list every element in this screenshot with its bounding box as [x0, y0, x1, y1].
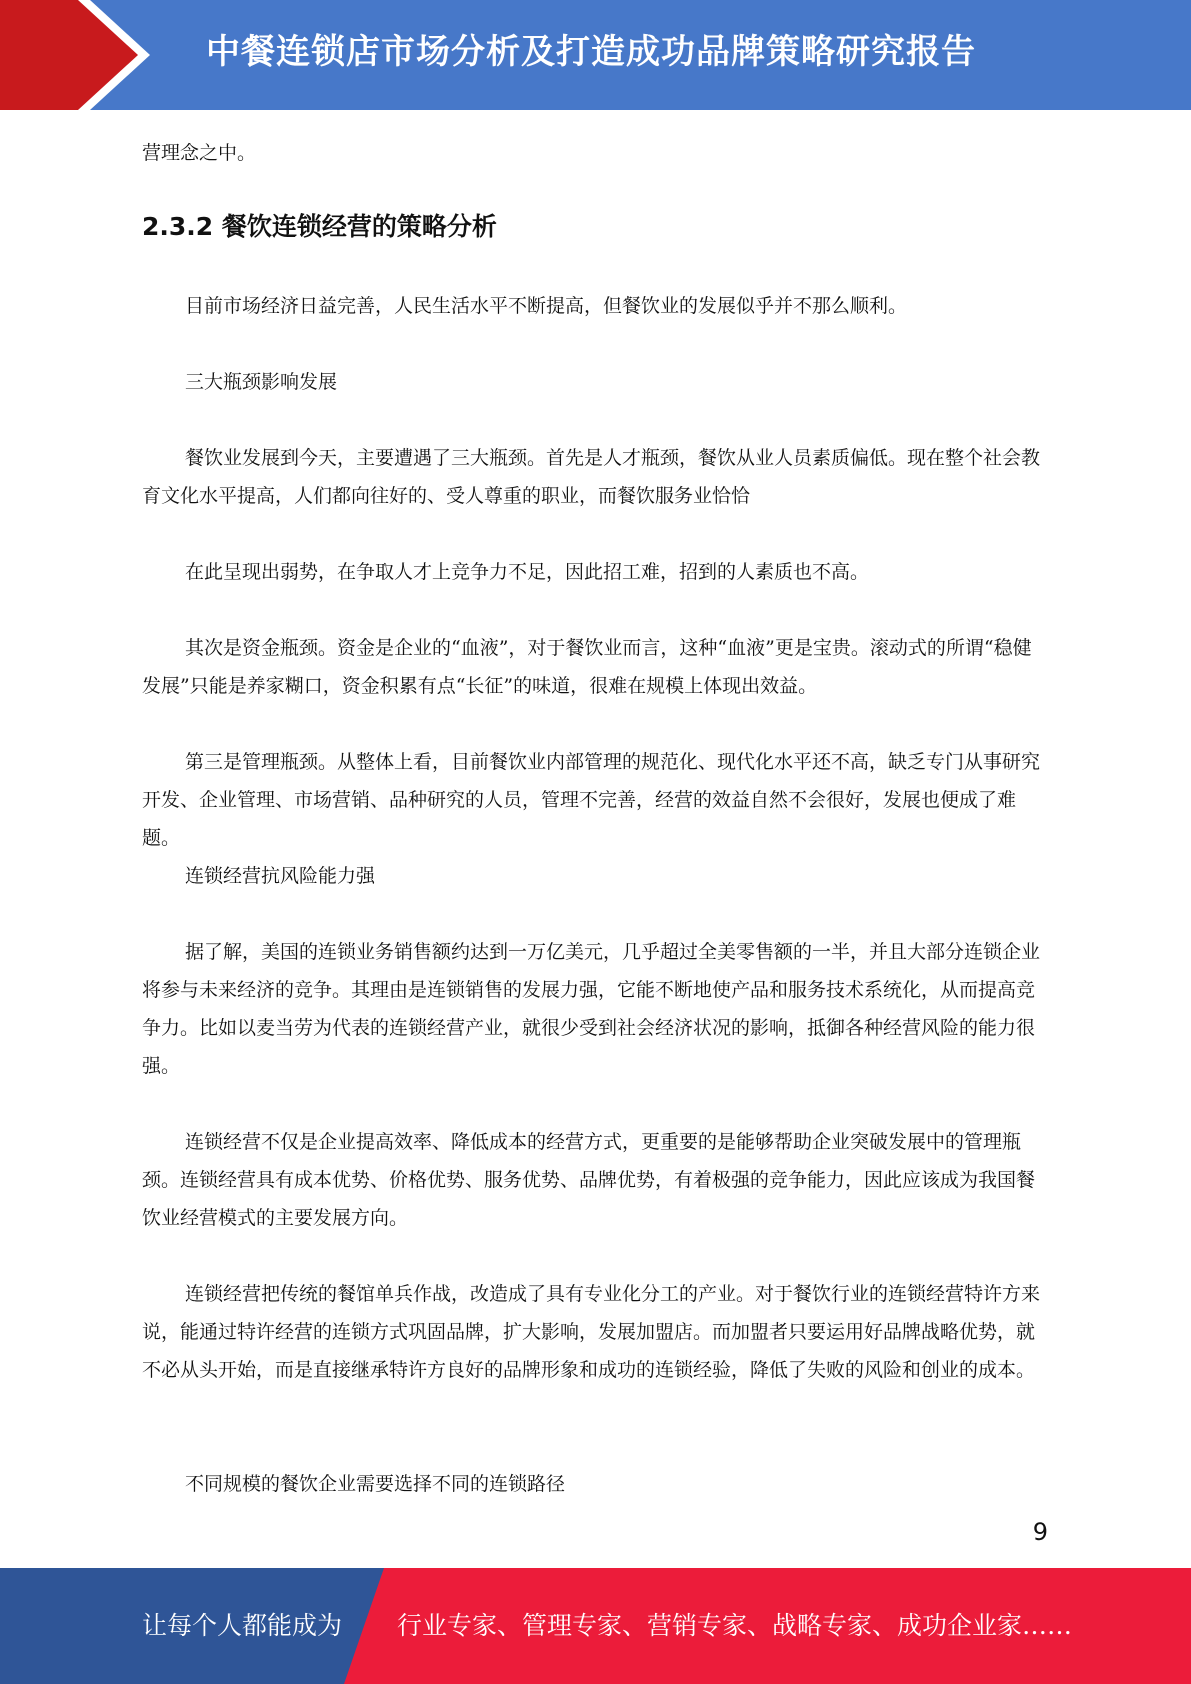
sub-heading: 连锁经营抗风险能力强 [185, 865, 376, 887]
report-title: 中餐连锁店市场分析及打造成功品牌策略研究报告 [206, 32, 976, 72]
header-red-arrow-shape [0, 0, 150, 110]
sub-heading: 三大瓶颈影响发展 [185, 371, 338, 393]
paragraph: 目前市场经济日益完善，人民生活水平不断提高，但餐饮业的发展似乎并不那么顺利。 [185, 295, 908, 317]
continued-paragraph-line: 营理念之中。 [142, 142, 257, 164]
paragraph: 其次是资金瓶颈。资金是企业的“血液”，对于餐饮业而言，这种“血液”更是宝贵。滚动式的所谓“稳健发展”只能是养家糊口，资金积累有点“长征”的味道，很难在规模上体现出效益。 [142, 637, 1032, 697]
paragraph: 据了解，美国的连锁业务销售额约达到一万亿美元，几乎超过全美零售额的一半，并且大部分连锁企业将参与未来经济的竞争。其理由是连锁销售的发展力强，它能不断地使产品和服务技术系统化，从而提高竞争力。比如以麦当劳为代表的连锁经营产业，就很少受到社会经济状况的影响，抵御各种经营风险的能力很强。 [142, 941, 1041, 1077]
paragraph: 餐饮业发展到今天，主要遭遇了三大瓶颈。首先是人才瓶颈，餐饮从业人员素质偏低。现在整个社会教育文化水平提高，人们都向往好的、受人尊重的职业，而餐饮服务业恰恰 [142, 447, 1041, 507]
paragraph: 连锁经营不仅是企业提高效率、降低成本的经营方式，更重要的是能够帮助企业突破发展中的管理瓶颈。连锁经营具有成本优势、价格优势、服务优势、品牌优势，有着极强的竞争能力，因此应该成为我国餐饮业经营模式的主要发展方向。 [142, 1131, 1036, 1229]
page-footer [0, 1568, 1191, 1684]
paragraph: 在此呈现出弱势，在争取人才上竞争力不足，因此招工难，招到的人素质也不高。 [185, 561, 870, 583]
sub-heading: 不同规模的餐饮企业需要选择不同的连锁路径 [185, 1473, 566, 1495]
footer-slogan-left: 让每个人都能成为 [142, 1611, 343, 1640]
paragraph: 连锁经营把传统的餐馆单兵作战，改造成了具有专业化分工的产业。对于餐饮行业的连锁经营特许方来说，能通过特许经营的连锁方式巩固品牌，扩大影响，发展加盟店。而加盟者只要运用好品牌战略优势，就不必从头开始，而是直接继承特许方良好的品牌形象和成功的连锁经验，降低了失败的风险和创业的成本。 [142, 1283, 1041, 1381]
page-number: 9 [1032, 1518, 1048, 1546]
page-header [0, 0, 1191, 110]
footer-slogan-right: 行业专家、管理专家、营销专家、战略专家、成功企业家…… [397, 1611, 1073, 1640]
section-heading: 2.3.2 餐饮连锁经营的策略分析 [142, 212, 497, 241]
paragraph: 第三是管理瓶颈。从整体上看，目前餐饮业内部管理的规范化、现代化水平还不高，缺乏专门从事研究开发、企业管理、市场营销、品种研究的人员，管理不完善，经营的效益自然不会很好，发展也便成了难题。 [142, 751, 1041, 849]
